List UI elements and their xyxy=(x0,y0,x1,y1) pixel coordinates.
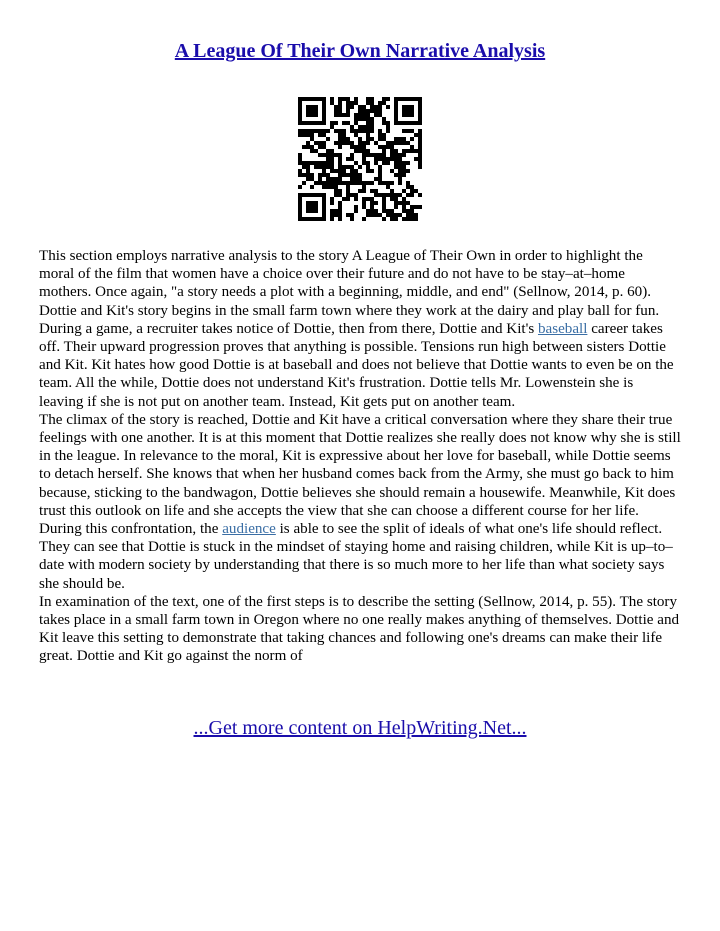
title-link[interactable]: A League Of Their Own Narrative Analysis xyxy=(174,40,546,62)
paragraph-2: The climax of the story is reached, Dottie and Kit have a critical conversation where they share their true feelings with one another. It is at this moment that Dottie realizes she really does not know why she is still in the league. In relevance to the moral, Kit is expressive about her love for baseball, while Dottie seems to detach herself. She knows that when her husband comes back from the Army, she must go back to him because, sticking to the bandwagon, Dottie believes she should remain a housewife. Meanwhile, Kit does trust this outlook on life and she accepts the view that she can choose a different course for her life. During this confrontation, the audience is able to see the split of ideals of what one's life should reflect. They can see that Dottie is stuck in the mindset of staying home and raising children, while Kit is up–to–date with modern society by understanding that there is so much more to her life than what society says she should be. xyxy=(39,411,681,592)
paragraph-1: This section employs narrative analysis to the story A League of Their Own in order to highlight the moral of the film that women have a choice over their future and do not have to be stay–at–home mothers. Once again, "a story needs a plot with a beginning, middle, and end" (Sellnow, 2014, p. 60). Dottie and Kit's story begins in the small farm town where they work at the dairy and play ball for fun. During a game, a recruiter takes notice of Dottie, then from there, Dottie and Kit's baseball career takes off. Their upward progression proves that anything is possible. Tensions run high between sisters Dottie and Kit. Kit hates how good Dottie is at baseball and does not believe that Dottie wants to even be on the team. All the while, Dottie does not understand Kit's frustration. Dottie tells Mr. Lowenstein she is leaving if she is not put on another team. Instead, Kit gets put on another team. xyxy=(39,248,674,410)
document-title xyxy=(0,37,720,65)
article-body xyxy=(39,247,681,666)
baseball-link[interactable]: baseball xyxy=(537,320,588,337)
audience-link[interactable]: audience xyxy=(222,521,276,538)
more-content-link[interactable]: ...Get more content on HelpWriting.Net... xyxy=(193,717,527,739)
paragraph-3: In examination of the text, one of the first steps is to describe the setting (Sellnow, 2014, p. 55). The story takes place in a small farm town in Oregon where no one really makes anything of themselves. Dottie and Kit leave this setting to demonstrate that taking chances and following one's dreams can make their life great. Dottie and Kit go against the norm of xyxy=(39,593,680,665)
footer xyxy=(0,715,720,741)
qr-code-icon xyxy=(298,97,422,221)
